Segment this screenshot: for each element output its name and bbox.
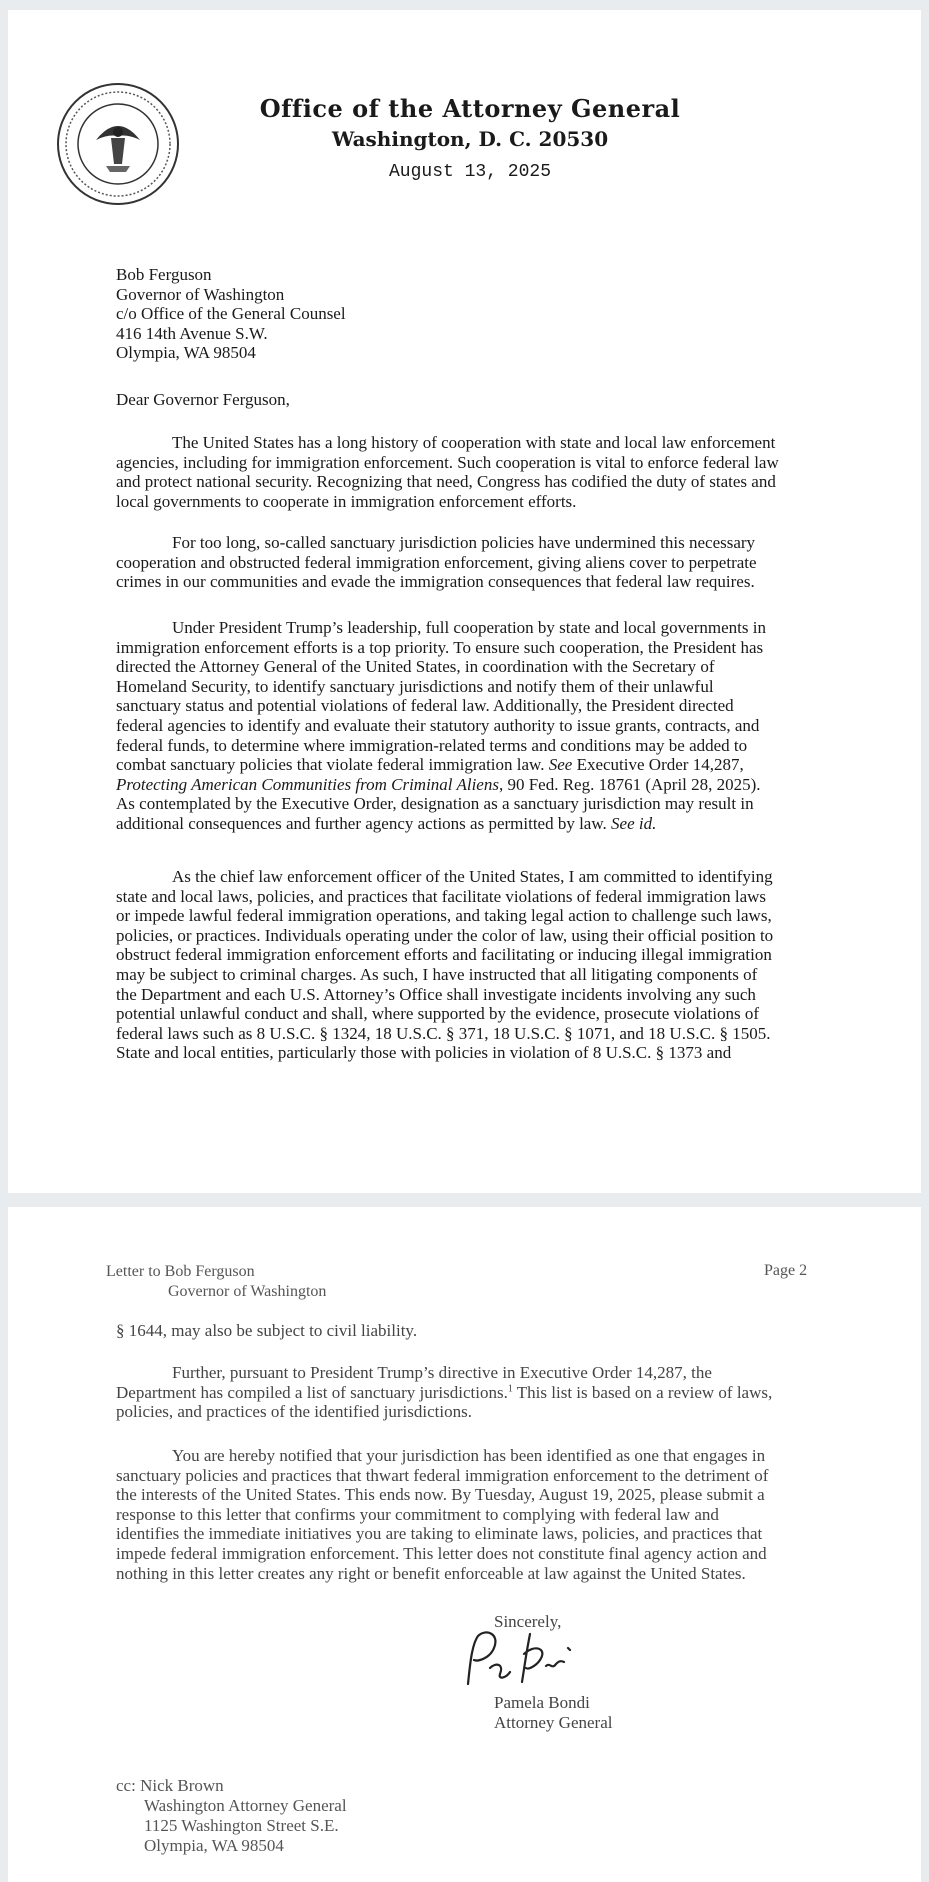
cc-name: Nick Brown bbox=[140, 1776, 224, 1795]
paragraph-line: directed the Attorney General of the United States, in coordination with the Secretary of bbox=[116, 657, 715, 677]
paragraph-line: As contemplated by the Executive Order, designation as a sanctuary jurisdiction may result in bbox=[116, 794, 754, 814]
paragraph-line bbox=[116, 755, 826, 775]
paragraph-text: additional consequences and further agency actions as permitted by law. bbox=[116, 813, 607, 833]
paragraph-4 bbox=[116, 867, 826, 1063]
paragraph-line: cooperation and obstructed federal immigration enforcement, giving aliens cover to perpetrate bbox=[116, 552, 757, 572]
paragraph-line: sanctuary status and potential violations of federal law. Additionally, the President directed bbox=[116, 696, 734, 716]
address-line: Olympia, WA 98504 bbox=[116, 343, 256, 363]
paragraph-line: Further, pursuant to President Trump’s directive in Executive Order 14,287, the bbox=[172, 1363, 712, 1382]
header-line: Governor of Washington bbox=[168, 1283, 327, 1300]
paragraph-line: sanctuary policies and practices that thwart federal immigration enforcement to the detriment of bbox=[116, 1465, 769, 1485]
order-title: Protecting American Communities from Criminal Aliens bbox=[116, 774, 499, 794]
doj-seal-icon bbox=[56, 82, 180, 206]
cc-line bbox=[116, 1776, 347, 1796]
cc-line: 1125 Washington Street S.E. bbox=[144, 1816, 339, 1835]
paragraph-line: impede federal immigration enforcement. This letter does not constitute final agency action and bbox=[116, 1543, 767, 1563]
paragraph-line: response to this letter that confirms your commitment to complying with federal law and bbox=[116, 1504, 719, 1524]
address-line: 416 14th Avenue S.W. bbox=[116, 323, 268, 343]
paragraph-line: identifies the immediate initiatives you are taking to eliminate laws, policies, and practices that bbox=[116, 1524, 763, 1544]
paragraph-line: The United States has a long history of cooperation with state and local law enforcement bbox=[172, 433, 776, 452]
paragraph-line: immigration enforcement efforts is a top priority. To ensure such cooperation, the President has bbox=[116, 637, 764, 657]
paragraph-line: You are hereby notified that your jurisdiction has been identified as one that engages in bbox=[172, 1446, 766, 1465]
recipient-address bbox=[116, 265, 826, 363]
salutation: Dear Governor Ferguson, bbox=[116, 390, 290, 409]
paragraph-line: federal funds, to determine where immigration-related terms and conditions may be added to bbox=[116, 735, 748, 755]
paragraph-line: federal laws such as 8 U.S.C. § 1324, 18 U.S.C. § 371, 18 U.S.C. § 1071, and 18 U.S.C. § 1505. bbox=[116, 1023, 771, 1043]
cc-line: Olympia, WA 98504 bbox=[144, 1836, 284, 1855]
paragraph-line: or impede lawful federal immigration operations, and taking legal action to challenge such laws, bbox=[116, 906, 772, 926]
signer-title: Attorney General bbox=[494, 1713, 613, 1732]
letterhead-title: Office of the Attorney General bbox=[259, 94, 681, 123]
paragraph-text: Department has compiled a list of sanctuary jurisdictions. bbox=[116, 1382, 508, 1402]
paragraph-line: policies, or practices. Individuals operating under the color of law, using their official position to bbox=[116, 925, 774, 945]
citation-signal: See bbox=[548, 755, 573, 775]
paragraph-line: For too long, so-called sanctuary jurisdiction policies have undermined this necessary bbox=[172, 533, 756, 552]
continuation-line: § 1644, may also be subject to civil liability. bbox=[116, 1321, 418, 1340]
page-header bbox=[106, 1262, 326, 1302]
paragraph-line: policies, and practices of the identified jurisdictions. bbox=[116, 1402, 472, 1422]
paragraph-line: state and local laws, policies, and practices that facilitate violations of federal immigration laws bbox=[116, 886, 767, 906]
cc-block bbox=[116, 1776, 347, 1856]
address-line: Bob Ferguson bbox=[116, 265, 212, 284]
paragraph-line: the interests of the United States. This ends now. By Tuesday, August 19, 2025, please submit a bbox=[116, 1485, 765, 1505]
paragraph-line bbox=[116, 775, 826, 795]
paragraph-line: obstruct federal immigration enforcement efforts and facilitating or inducing illegal immigration bbox=[116, 945, 772, 965]
signer bbox=[494, 1693, 612, 1733]
paragraph-line: As the chief law enforcement officer of the United States, I am committed to identifying bbox=[172, 867, 773, 886]
paragraph-6 bbox=[116, 1446, 826, 1583]
citation-text: , 90 Fed. Reg. 18761 (April 28, 2025). bbox=[498, 774, 761, 794]
paragraph-3 bbox=[116, 618, 826, 834]
paragraph-text: combat sanctuary policies that violate federal immigration law. bbox=[116, 755, 545, 775]
paragraph-line: the Department and each U.S. Attorney’s Office shall investigate incidents involving any such bbox=[116, 984, 756, 1004]
paragraph-line: Homeland Security, to identify sanctuary jurisdictions and notify them of their unlawful bbox=[116, 676, 714, 696]
paragraph-line: potential unlawful conduct and shall, where supported by the evidence, prosecute violations of bbox=[116, 1004, 759, 1024]
paragraph-line bbox=[116, 814, 826, 834]
closing: Sincerely, bbox=[494, 1612, 562, 1631]
paragraph-line: local governments to cooperate in immigration enforcement efforts. bbox=[116, 491, 577, 511]
letterhead-address: Washington, D. C. 20530 bbox=[331, 127, 609, 151]
paragraph-2 bbox=[116, 533, 826, 592]
cc-line: Washington Attorney General bbox=[144, 1796, 347, 1815]
page-number: Page 2 bbox=[764, 1262, 808, 1279]
header-line: Letter to Bob Ferguson bbox=[106, 1263, 255, 1280]
paragraph-line: crimes in our communities and evade the immigration consequences that federal law requires. bbox=[116, 572, 755, 592]
paragraph-line: federal agencies to identify and evaluate their statutory authority to issue grants, contracts, and bbox=[116, 715, 760, 735]
paragraph-line: and protect national security. Recognizing that need, Congress has codified the duty of states and bbox=[116, 472, 776, 492]
address-line: Governor of Washington bbox=[116, 284, 285, 304]
paragraph-line bbox=[116, 1383, 826, 1403]
footnote-marker: 1 bbox=[507, 1382, 513, 1394]
letter-date: August 13, 2025 bbox=[388, 162, 552, 182]
paragraph-1 bbox=[116, 433, 826, 511]
paragraph-line: Under President Trump’s leadership, full cooperation by state and local governments in bbox=[172, 618, 766, 637]
citation-signal: See id. bbox=[611, 813, 657, 833]
handwritten-signature bbox=[460, 1624, 580, 1694]
signer-name: Pamela Bondi bbox=[494, 1693, 590, 1712]
paragraph-text: This list is based on a review of laws, bbox=[512, 1382, 773, 1402]
paragraph-line: may be subject to criminal charges. As such, I have instructed that all litigating components of bbox=[116, 964, 758, 984]
address-line: c/o Office of the General Counsel bbox=[116, 304, 346, 324]
executive-order-ref: Executive Order 14,287, bbox=[576, 755, 744, 775]
paragraph-line: State and local entities, particularly those with policies in violation of 8 U.S.C. § 1373 and bbox=[116, 1043, 732, 1063]
paragraph-5 bbox=[116, 1363, 826, 1422]
paragraph-line: nothing in this letter creates any right or benefit enforceable at law against the United States. bbox=[116, 1563, 746, 1583]
cc-label: cc: bbox=[116, 1776, 136, 1795]
paragraph-line: agencies, including for immigration enforcement. Such cooperation is vital to enforce federal law bbox=[116, 452, 779, 472]
